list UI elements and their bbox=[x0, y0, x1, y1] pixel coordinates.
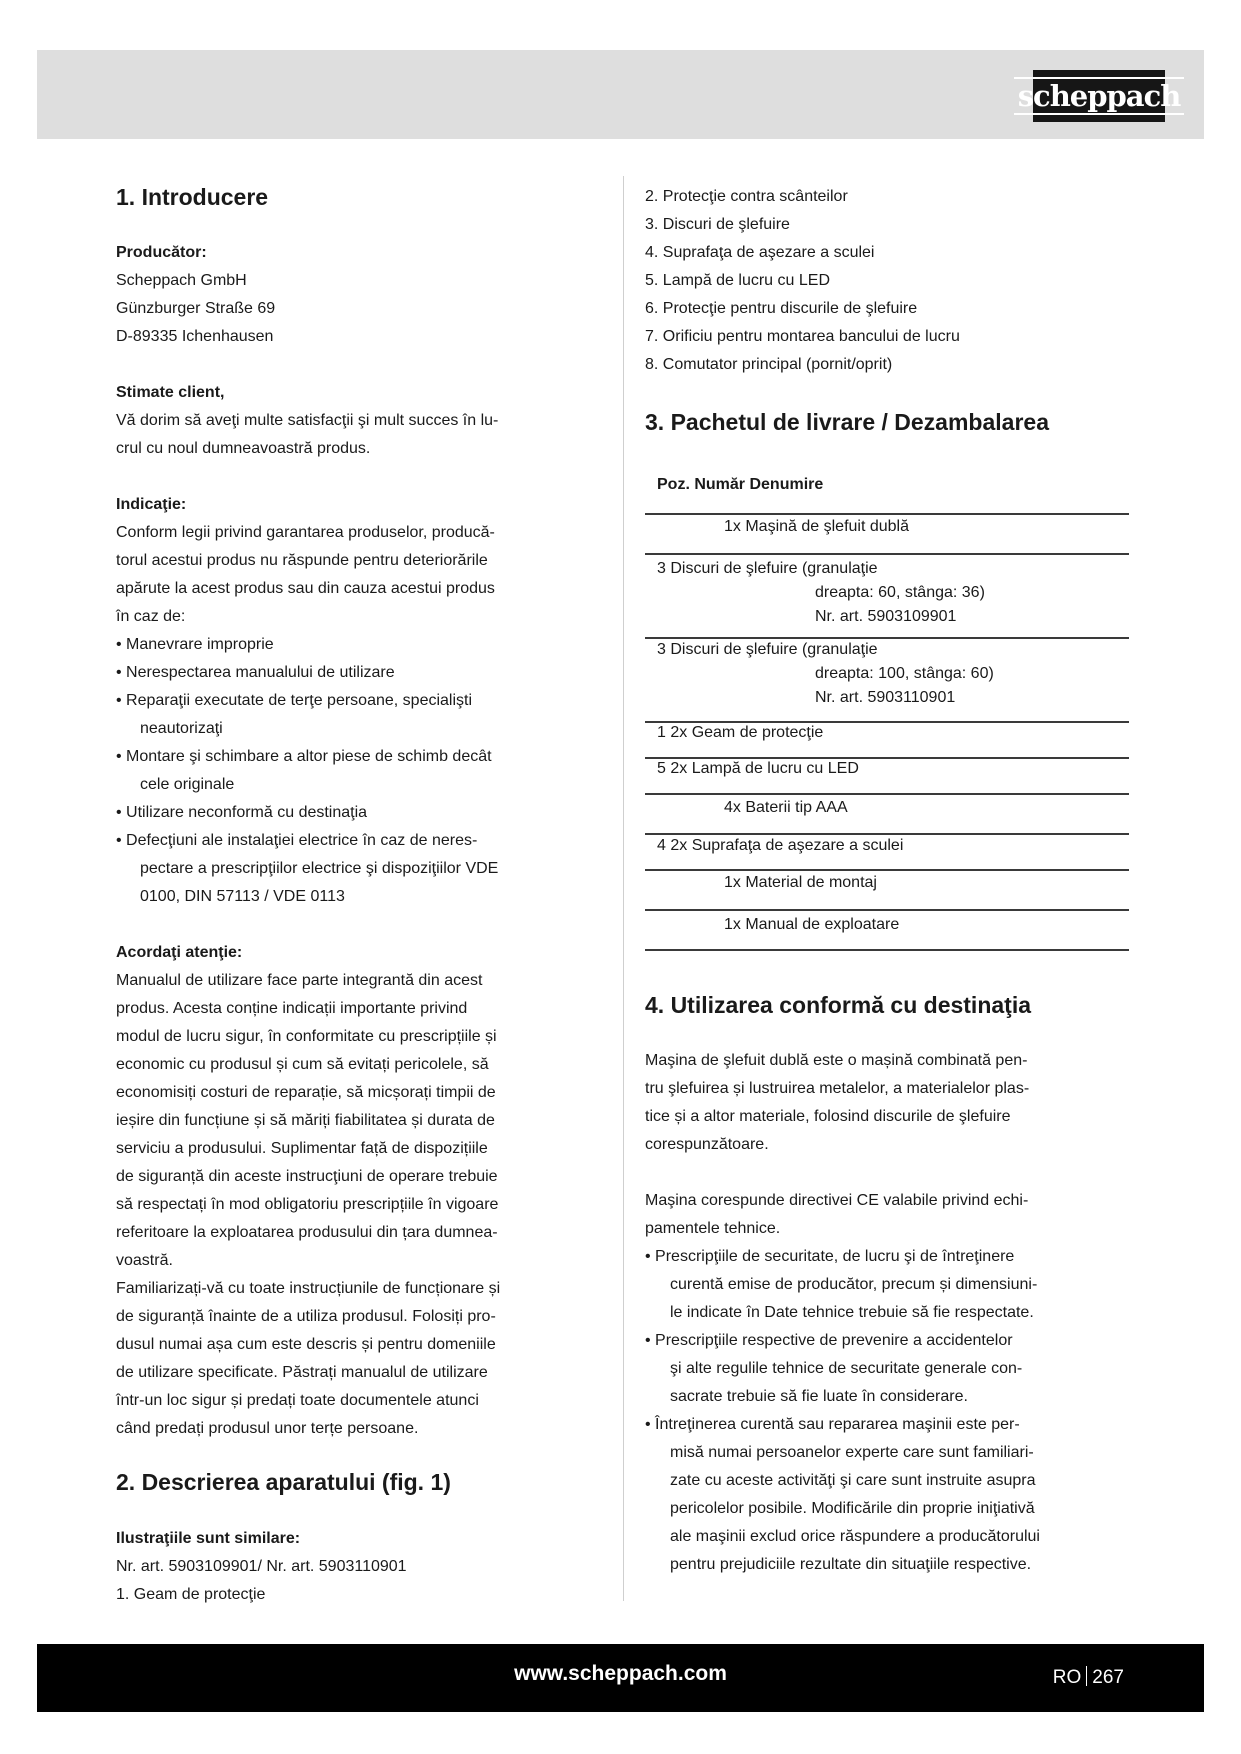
page-footer bbox=[37, 1644, 1204, 1712]
attention-line: de utilizare specificate. Păstrați manualul de utilizare bbox=[116, 1364, 488, 1381]
attention-line: produs. Acesta conține indicații importante privind bbox=[116, 1000, 468, 1017]
note-line: apărute la acest produs sau din cauza acestui produs bbox=[116, 580, 495, 597]
attention-line: dusul numai așa cum este descris și pentru domeniile bbox=[116, 1336, 496, 1353]
usage-bullet-cont: le indicate în Date tehnice trebuie să fie respectate. bbox=[670, 1304, 1034, 1321]
device-part-item: 8. Comutator principal (pornit/oprit) bbox=[645, 356, 893, 373]
attention-line: de siguranță din aceste instrucţiuni de operare trebuie bbox=[116, 1168, 498, 1185]
note-bullet: • Montare şi schimbare a altor piese de schimb decât bbox=[116, 748, 492, 765]
attention-line: într-un loc sigur și predați toate documentele atunci bbox=[116, 1392, 479, 1409]
attention-line: serviciu a produsului. Suplimentar față de dispozițiile bbox=[116, 1140, 488, 1157]
table-rule bbox=[645, 793, 1129, 795]
column-divider bbox=[623, 176, 624, 1601]
note-bullet: • Utilizare neconformă cu destinaţia bbox=[116, 804, 368, 821]
usage-bullet-cont: misă numai persoanelor experte care sunt familiari- bbox=[670, 1444, 1034, 1461]
attention-line: Manualul de utilizare face parte integrantă din acest bbox=[116, 972, 483, 989]
page-number bbox=[1053, 1666, 1124, 1689]
device-part-item: 3. Discuri de şlefuire bbox=[645, 216, 790, 233]
table-row: 1x Maşină de şlefuit dublă bbox=[724, 518, 909, 535]
table-row: 1x Manual de exploatare bbox=[724, 916, 900, 933]
usage-bullet-cont: pericolelor posibile. Modificările din proprie iniţiativă bbox=[670, 1500, 1035, 1517]
footer-url: www.scheppach.com bbox=[514, 1662, 727, 1685]
table-rule bbox=[645, 637, 1129, 639]
table-row: 3 Discuri de şlefuire (granulaţie bbox=[657, 641, 878, 658]
table-row-cont: Nr. art. 5903109901 bbox=[815, 608, 957, 625]
device-part-item: 4. Suprafaţa de aşezare a sculei bbox=[645, 244, 875, 261]
section-1-title: 1. Introducere bbox=[116, 184, 269, 210]
table-row-cont: dreapta: 100, stânga: 60) bbox=[815, 665, 994, 682]
attention-line: voastră. bbox=[116, 1252, 173, 1269]
illustrations-label: Ilustraţiile sunt similare: bbox=[116, 1530, 301, 1547]
table-rule bbox=[645, 949, 1129, 951]
attention-line: Familiarizați-vă cu toate instrucțiunile de funcționare și bbox=[116, 1280, 501, 1297]
usage-line: tru şlefuirea și lustruirea metalelor, a materialelor plas- bbox=[645, 1080, 1030, 1097]
language-code: RO bbox=[1052, 1667, 1082, 1688]
producer-line: D-89335 Ichenhausen bbox=[116, 328, 274, 345]
device-part-item: 5. Lampă de lucru cu LED bbox=[645, 272, 830, 289]
table-rule bbox=[645, 757, 1129, 759]
attention-line: ieșire din funcțiune și să măriți fiabilitatea și durata de bbox=[116, 1112, 495, 1129]
attention-label: Acordaţi atenţie: bbox=[116, 944, 243, 961]
note-bullet: • Reparaţii executate de terţe persoane, specialişti bbox=[116, 692, 473, 709]
device-part-item: 2. Protecţie contra scânteilor bbox=[645, 188, 848, 205]
attention-line: să respectați în mod obligatoriu prescripțiile în vigoare bbox=[116, 1196, 499, 1213]
table-rule bbox=[645, 909, 1129, 911]
client-line: Vă dorim să aveţi multe satisfacţii şi mult succes în lu- bbox=[116, 412, 499, 429]
note-line: Conform legii privind garantarea produselor, producă- bbox=[116, 524, 495, 541]
logo-text: scheppach bbox=[1014, 77, 1185, 115]
producer-line: Günzburger Straße 69 bbox=[116, 300, 276, 317]
table-row: 4x Baterii tip AAA bbox=[724, 799, 848, 816]
section-4-title: 4. Utilizarea conformă cu destinaţia bbox=[645, 992, 1032, 1018]
usage-bullet-cont: şi alte regulile tehnice de securitate generale con- bbox=[670, 1360, 1023, 1377]
table-rule bbox=[645, 833, 1129, 835]
usage-bullet-cont: sacrate trebuie să fie luate în considerare. bbox=[670, 1388, 968, 1405]
device-part-item: 6. Protecţie pentru discurile de şlefuire bbox=[645, 300, 918, 317]
table-header: Poz. Număr Denumire bbox=[657, 476, 824, 493]
page-number-value: 267 bbox=[1092, 1667, 1124, 1688]
illustrations-line: Nr. art. 5903109901/ Nr. art. 5903110901 bbox=[116, 1558, 407, 1575]
table-row: 1x Material de montaj bbox=[724, 874, 877, 891]
table-row: 1 2x Geam de protecţie bbox=[657, 724, 824, 741]
usage-line: tice și a altor materiale, folosind discurile de şlefuire bbox=[645, 1108, 1011, 1125]
note-bullet-cont: 0100, DIN 57113 / VDE 0113 bbox=[140, 888, 345, 905]
usage-line: pamentele tehnice. bbox=[645, 1220, 781, 1237]
usage-bullet-cont: zate cu aceste activităţi şi care sunt instruite asupra bbox=[670, 1472, 1036, 1489]
note-line: în caz de: bbox=[116, 608, 186, 625]
section-2-title: 2. Descrierea aparatului (fig. 1) bbox=[116, 1469, 451, 1495]
attention-line: modul de lucru sigur, în conformitate cu prescripțiile și bbox=[116, 1028, 497, 1045]
usage-bullet: • Prescripţiile de securitate, de lucru şi de întreţinere bbox=[645, 1248, 1015, 1265]
table-rule bbox=[645, 721, 1129, 723]
attention-line: referitoare la exploatarea produsului din țara dumnea- bbox=[116, 1224, 498, 1241]
page-separator bbox=[1086, 1666, 1087, 1686]
usage-bullet-cont: ale maşinii exclud orice răspundere a producătorului bbox=[670, 1528, 1040, 1545]
note-bullet: • Nerespectarea manualului de utilizare bbox=[116, 664, 395, 681]
note-label: Indicaţie: bbox=[116, 496, 187, 513]
note-bullet: • Manevrare improprie bbox=[116, 636, 274, 653]
client-line: crul cu noul dumneavoastră produs. bbox=[116, 440, 371, 457]
usage-bullet-cont: pentru prejudiciile rezultate din situaţiile respective. bbox=[670, 1556, 1032, 1573]
note-bullet-cont: cele originale bbox=[140, 776, 235, 793]
attention-line: economic cu produsul și cum să evitați pericolele, să bbox=[116, 1056, 489, 1073]
attention-line: de siguranță înainte de a utiliza produsul. Folosiți pro- bbox=[116, 1308, 496, 1325]
device-part-item: 7. Orificiu pentru montarea bancului de lucru bbox=[645, 328, 960, 345]
scheppach-logo bbox=[1017, 70, 1181, 122]
table-row-cont: Nr. art. 5903110901 bbox=[815, 689, 956, 706]
table-rule bbox=[645, 553, 1129, 555]
usage-bullet: • Prescripţiile respective de prevenire a accidentelor bbox=[645, 1332, 1013, 1349]
attention-line: economisiți costuri de reparație, să micșorați timpii de bbox=[116, 1084, 496, 1101]
attention-line: când predați produsul unor terțe persoane. bbox=[116, 1420, 419, 1437]
note-bullet-cont: neautorizaţi bbox=[140, 720, 223, 737]
table-row: 4 2x Suprafaţa de aşezare a sculei bbox=[657, 837, 904, 854]
usage-line: Maşina de şlefuit dublă este o mașină combinată pen- bbox=[645, 1052, 1028, 1069]
usage-bullet-cont: curentă emise de producător, precum și dimensiuni- bbox=[670, 1276, 1038, 1293]
usage-line: corespunzătoare. bbox=[645, 1136, 769, 1153]
device-part-item: 1. Geam de protecţie bbox=[116, 1586, 266, 1603]
usage-bullet: • Întreţinerea curentă sau repararea maşinii este per- bbox=[645, 1416, 1020, 1433]
table-rule bbox=[645, 869, 1129, 871]
table-row-cont: dreapta: 60, stânga: 36) bbox=[815, 584, 985, 601]
note-bullet-cont: pectare a prescripţiilor electrice şi dispoziţiilor VDE bbox=[140, 860, 499, 877]
client-label: Stimate client, bbox=[116, 384, 225, 401]
section-3-title: 3. Pachetul de livrare / Dezambalarea bbox=[645, 409, 1049, 435]
producer-label: Producător: bbox=[116, 244, 207, 261]
table-row: 5 2x Lampă de lucru cu LED bbox=[657, 760, 859, 777]
note-line: torul acestui produs nu răspunde pentru deteriorările bbox=[116, 552, 488, 569]
note-bullet: • Defecţiuni ale instalaţiei electrice în caz de neres- bbox=[116, 832, 478, 849]
producer-line: Scheppach GmbH bbox=[116, 272, 247, 289]
usage-line: Maşina corespunde directivei CE valabile privind echi- bbox=[645, 1192, 1029, 1209]
table-row: 3 Discuri de şlefuire (granulaţie bbox=[657, 560, 878, 577]
table-rule bbox=[645, 513, 1129, 515]
